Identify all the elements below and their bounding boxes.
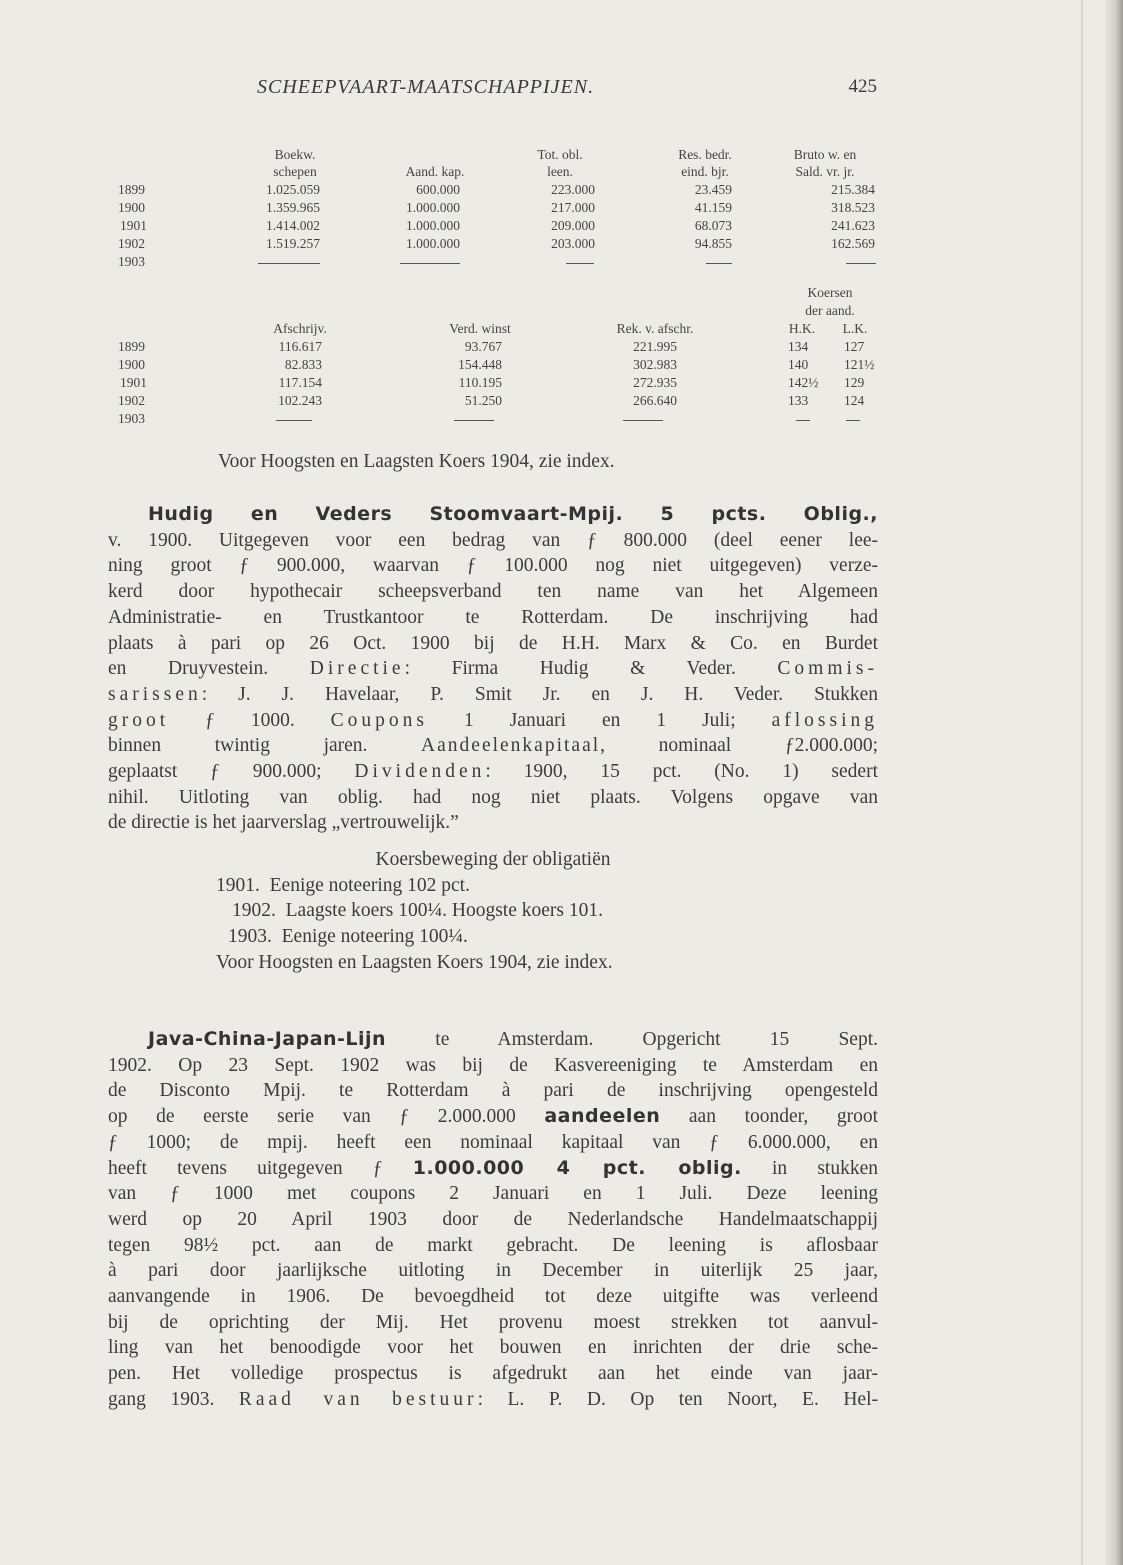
paragraph-line [108,682,878,708]
koersbeweging-title: Koersbeweging der obligatiën [375,849,611,870]
koers-year: 1902. [232,900,276,922]
paragraph-line: bij de oprichting der Mij. Het provenu moest strekken tot aanvul- [108,1311,878,1333]
header-boekw: Boekw. [274,147,316,162]
header-hk: H.K. [788,321,816,336]
empty-value-dash [400,263,460,264]
header-tot-obl: Tot. obl. [537,147,583,162]
paragraph-line: van ƒ 1000 met coupons 2 Januari en 1 Juli. Deze leening [108,1183,878,1205]
year: 1899 [118,182,145,197]
paragraph-line: Administratie- en Trustkantoor te Rotterdam. De inschrijving had [108,606,878,628]
paragraph-line: 1902. Op 23 Sept. 1902 was bij de Kasvereeniging te Amsterdam en [108,1054,878,1076]
paragraph-line: ling van het benoodigde voor het bouwen en inrichten der drie sche- [108,1337,878,1359]
table-cell: 209.000 [551,218,595,233]
text: aan toonder, groot [660,1106,878,1128]
table-cell: 302.983 [633,357,677,372]
paragraph-line: aanvangende in 1906. De bevoegdheid tot deze uitgifte was verleend [108,1286,878,1308]
table-cell: 129 [844,375,865,390]
spaced-term: aflossing [771,709,878,731]
paragraph-line: kerd door hypothecair scheepsverband ten name van het Algemeen [108,581,878,603]
text: 1 Januari en 1 Juli; [428,709,772,731]
table-cell: 266.640 [633,393,677,408]
paragraph-line: nihil. Uitloting van oblig. had nog niet plaats. Volgens opgave van [108,786,878,808]
empty-value-dash [623,420,663,421]
running-head [257,76,877,106]
table-cell: 1.000.000 [406,200,460,215]
table-cell: 215.384 [831,182,875,197]
table-cell: 1.000.000 [406,236,460,251]
table-cell: 134 [788,339,809,354]
paragraph-line [108,1387,878,1413]
table-cell: 121½ [844,357,875,372]
paragraph-line: tegen 98½ pct. aan de markt gebracht. De leening is aflosbaar [108,1234,878,1256]
table-cell: 94.855 [694,236,732,251]
koers-year: 1901. [216,874,260,896]
table-cell: 93.767 [464,339,502,354]
table-cell: 223.000 [551,182,595,197]
table-cell: 272.935 [633,375,677,390]
spaced-term: sarissen [108,683,202,705]
koers-text: Eenige noteering 102 pct. [269,874,470,896]
text: ƒ 1000. [169,709,331,731]
spaced-term: Directie [309,658,405,680]
year: 1899 [118,339,145,354]
year: 1900 [118,200,145,215]
spaced-term: Aandeelenkapitaal [421,735,601,757]
paragraph-line [108,708,878,734]
text: binnen twintig jaren. [108,735,422,757]
header-bruto-2: Sald. vr. jr. [795,164,855,179]
empty-value-dash [846,420,860,421]
table-cell: 1.000.000 [406,218,460,233]
table-cell: 154.448 [458,357,502,372]
year: 1902 [118,236,145,251]
page-number: 425 [848,76,877,97]
text: in stukken [741,1157,878,1179]
table-cell: 117.154 [278,375,322,390]
year: 1901 [120,218,147,233]
running-head-title: SCHEEPVAART-MAATSCHAPPIJEN. [257,76,595,98]
header-lk: L.K. [842,321,868,336]
table-cell: 68.073 [694,218,732,233]
empty-value-dash [846,263,876,264]
spaced-term: groot [108,709,170,731]
paragraph-line: ning groot ƒ 900.000, waarvan ƒ 100.000 nog niet uitgegeven) verze- [108,555,878,577]
text: te Amsterdam. Opgericht 15 Sept. [386,1029,878,1050]
text: : L. P. D. Op ten Noort, E. Hel- [477,1388,879,1410]
group-header-koersen-2: der aand. [805,303,855,318]
empty-value-dash [276,420,312,421]
text: : J. J. Havelaar, P. Smit Jr. en J. H. Veder. Stukken [201,683,878,705]
table-cell: 221.995 [633,339,677,354]
empty-value-dash [706,263,732,264]
paragraph-line: à pari door jaarlijksche uitloting in December in uiterlijk 25 jaar, [108,1260,878,1282]
table-cell: 1.519.257 [266,236,320,251]
table-cell: 82.833 [284,357,322,372]
page-fold-line [1081,0,1083,1565]
paragraph-line: de directie is het jaarverslag „vertrouwelijk.” [108,812,459,834]
table-cell: 1.025.059 [266,182,320,197]
bold-term: 1.000.000 4 pct. oblig. [412,1156,742,1179]
spaced-term: Dividenden [354,761,486,783]
table-cell: 203.000 [551,236,595,251]
year: 1901 [120,375,147,390]
year: 1903 [118,411,145,426]
paragraph-line [108,1104,878,1130]
table-cell: 318.523 [831,200,875,215]
header-res-bedr: Res. bedr. [678,147,732,162]
financial-table-2 [90,284,890,444]
year: 1900 [118,357,145,372]
text: : 1900, 15 pct. (No. 1) sedert [485,761,878,783]
group-header-koersen: Koersen [807,285,853,300]
header-rek-afschr: Rek. v. afschr. [616,321,694,336]
table-cell: 110.195 [458,375,502,390]
spaced-term: Commis- [777,658,879,680]
paragraph-line: plaats à pari op 26 Oct. 1900 bij de H.H. Marx & Co. en Burdet [108,632,878,654]
koers-entry [108,873,878,899]
table-cell: 142½ [788,375,819,390]
paragraph-line [108,656,878,682]
koers-year: 1903. [228,926,272,948]
paragraph-line: ƒ 1000; de mpij. heeft een nominaal kapitaal van ƒ 6.000.000, en [108,1131,878,1153]
spaced-term: Coupons [330,709,429,731]
section-heading-line [108,1027,878,1053]
empty-value-dash [796,420,810,421]
header-afschrijv: Afschrijv. [273,321,327,336]
header-res-bedr-2: eind. bjr. [681,164,729,179]
paragraph-line: werd op 20 April 1903 door de Nederlandsche Handelmaatschappij [108,1208,878,1230]
paragraph-line: pen. Het volledige prospectus is afgedrukt aan het einde van jaar- [108,1363,878,1385]
section-heading: Java-China-Japan-Lijn [148,1028,387,1050]
paragraph-line [108,733,878,759]
table-cell: 241.623 [831,218,875,233]
koersbeweging-block [108,847,878,976]
koers-text: Laagste koers 100¼. Hoogste koers 101. [285,900,603,922]
text: geplaatst ƒ 900.000; [108,761,355,783]
text: heeft tevens uitgegeven ƒ [108,1157,413,1179]
text: gang 1903. [108,1388,239,1410]
table-cell: 51.250 [464,393,502,408]
spaced-term: Raad van bestuur [238,1388,478,1410]
table-cell: 127 [844,339,865,354]
table-cell: 41.159 [694,200,732,215]
empty-value-dash [258,263,320,264]
header-bruto: Bruto w. en [793,147,857,162]
paragraph-line: v. 1900. Uitgegeven voor een bedrag van ƒ 800.000 (deel eener lee- [108,529,878,551]
section-hudig-veder [108,502,878,836]
empty-value-dash [454,420,494,421]
page-gutter-shadow [1105,0,1123,1565]
year: 1902 [118,393,145,408]
paragraph-line [108,1156,878,1182]
year: 1903 [118,254,145,269]
table-cell: 102.243 [278,393,322,408]
table-cell: 116.617 [278,339,322,354]
heading-text: Hudig en Veders Stoomvaart-Mpij. 5 pcts. Oblig., [148,503,878,525]
table-cell: 217.000 [551,200,595,215]
koers-entry [108,898,878,924]
paragraph-line: de Disconto Mpij. te Rotterdam à pari de inschrijving opengesteld [108,1080,878,1102]
table-cell: 23.459 [694,182,732,197]
table-cell: 140 [788,357,809,372]
header-verd-winst: Verd. winst [449,321,511,336]
text: , nominaal ƒ2.000.000; [600,735,878,757]
section-java-china-japan [108,1027,878,1413]
empty-value-dash [566,263,594,264]
table-cell: 600.000 [416,182,460,197]
table-footnote [218,449,818,475]
text: : Firma Hudig & Veder. [404,658,778,680]
table-cell: 1.359.965 [266,200,320,215]
paragraph-line [108,759,878,785]
koers-entry [108,924,878,950]
koers-footnote: Voor Hoogsten en Laagsten Koers 1904, zie index. [216,951,613,973]
header-aand-kap: Aand. kap. [405,164,465,179]
footnote-text: Voor Hoogsten en Laagsten Koers 1904, zie index. [218,451,615,472]
financial-table-1 [90,146,890,286]
table-cell: 1.414.002 [266,218,320,233]
bold-term: aandeelen [544,1105,661,1128]
section-heading [108,502,878,528]
header-boekw-2: schepen [273,164,317,179]
table-cell: 124 [844,393,865,408]
koers-text: Eenige noteering 100¼. [281,926,468,948]
header-tot-obl-2: leen. [547,164,573,179]
table-cell: 162.569 [831,236,875,251]
text: en Druyvestein. [108,658,310,680]
text: op de eerste serie van ƒ 2.000.000 [108,1106,545,1128]
table-cell: 133 [788,393,809,408]
